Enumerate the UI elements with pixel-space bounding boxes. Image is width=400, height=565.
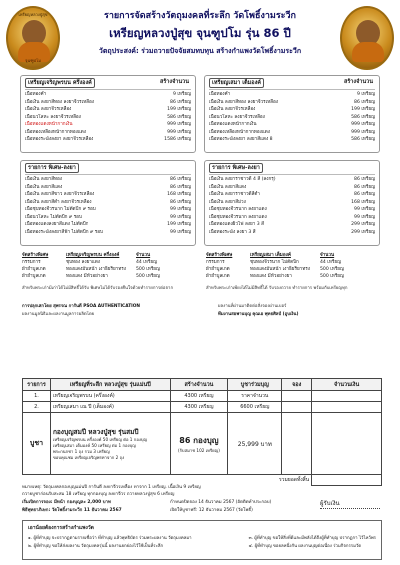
item-name: เนื้อทองเหลืองหน้ากากทองแดง — [209, 129, 271, 135]
item-qty: 86 เหรียญ — [170, 184, 191, 190]
item-qty: 999 เหรียญ — [351, 129, 375, 135]
set-cell: 500 เหรียญ — [320, 267, 344, 272]
footer-note: ๒. ผู้ที่ทำบุญ ขอให้ส่งผลงาน วัตถุมงคลรุ่นนี้ ผลงานยกย่องไว้ใช้เป็นที่ระลึก — [28, 544, 164, 549]
item-name: เนื้อเงิน ลงยาสีทอง — [25, 177, 63, 182]
list-item — [25, 229, 191, 237]
list-item — [25, 136, 191, 144]
small-note-right: สำหรับพระเก่าเพียงได้ไม่มีสิทธิ์ได้ รับรองถวาย ทำรายการ พร้อมกับเหรียญทุก — [206, 286, 348, 291]
col-header: สร้างจำนวน — [170, 379, 228, 391]
list-special-right — [204, 160, 380, 246]
list-half-body-coin — [20, 75, 196, 153]
footer-note: ๓. ผู้ที่ทำบุญ ขอให้สิ่งที่ดีและมีพลังได้ถึงผู้ที่ทำบุญ ปรากฏกา ไว้ไหว้พร — [248, 536, 376, 541]
item-name: เนื้อเงิน ลงยาราชาวดีสีดำ — [209, 192, 260, 197]
special-set-right — [206, 252, 350, 280]
medal-left-top-text: เหรียญหลวงปู่สุข — [18, 12, 48, 17]
item-qty: 586 เหรียญ — [351, 114, 375, 120]
list-item — [25, 221, 191, 229]
item-qty: 86 เหรียญ — [354, 99, 375, 105]
footer-note: ๑. ผู้ที่ทำบุญ จะปรากฏตามรายเชื่อว่า ที่ทำบุญ แล้วพุทธิบัตร ร่วมพระผลงาน วัตถุมงคลมา — [28, 536, 192, 541]
list-item — [209, 206, 375, 214]
list-item — [25, 176, 191, 184]
set-row — [206, 273, 350, 280]
set-cell: 500 เหรียญ — [136, 267, 160, 272]
item-qty: 99 เหรียญ — [170, 229, 191, 235]
condition-line: ถวายบูชาก่อนรับสะสม 18 เหรียญ ทุกกองบุญ ลงยาจีวร ถวายหลวงปู่สุข 6 เหรียญ — [22, 492, 175, 497]
item-qty: 86 เหรียญ — [170, 199, 191, 205]
set-cell: ผ้ายำบูลเกต — [206, 274, 230, 279]
set-cell: ผ้ายำบูลเกต — [22, 267, 46, 272]
list-item — [25, 214, 191, 222]
medal-left-bottom-text: จุนฑูปโม — [25, 58, 41, 63]
total-row: รวมยอดทั้งสิ้น — [23, 475, 382, 486]
item-qty: 99 เหรียญ — [170, 214, 191, 220]
table-row-package: บูชา กองบุญสมปี หลวงปู่สุข รุ่นสมปี เหรียญเจริญพรบน ครึ่งองค์ 50 เหรียญ ต่อ 1 กองบุญ เหรียญเสมา เต็มองค์ 50 เหรียญ ต่อ 1 กองบุญ พระกนกชา 1 ถุง รวม 3 เหรียญ ขอบคุณชม เหรียญเจริญพรทาจาก 2 ถุง 86 กองบุญ (รับสมาช 102 เหรียญ) 25,999 บาท — [23, 413, 382, 475]
item-name: เนื้อทองระฆังลงยา ลงยาจีวรเหลือง — [25, 137, 94, 142]
booking-open: เริ่มเปิดการจอง: มีหน้า กองบุญละ 2,000 บาท — [22, 500, 111, 505]
set-cell: 44 เหรียญ — [320, 260, 341, 265]
item-qty: 99 เหรียญ — [354, 214, 375, 220]
amount-cell[interactable] — [312, 413, 382, 475]
set-cell: 500 เหรียญ — [136, 274, 160, 279]
item-name: เนื้อนวโลหะ ลงยาจีวรเหลือง — [209, 114, 265, 120]
set-cell: ทองแดงมันหน้า เงาธิยริยาทรง — [66, 267, 126, 272]
list-title: รายการ พิเศษ-ลงยา — [209, 163, 263, 173]
col-header: จอง — [282, 379, 312, 391]
reserve-cell[interactable] — [282, 402, 312, 413]
set-row — [22, 259, 166, 266]
item-qty: 299 เหรียญ — [351, 222, 375, 227]
item-qty: 999 เหรียญ — [351, 122, 375, 127]
item-qty: 86 เหรียญ — [170, 177, 191, 182]
col-header: บูชาร่วมบุญ — [228, 379, 282, 391]
package-name: กองบุญสมปี หลวงปู่สุข รุ่นสมปี — [52, 427, 139, 436]
list-item — [209, 184, 375, 192]
special-set-left — [22, 252, 166, 280]
item-qty: 9 เหรียญ — [356, 92, 375, 97]
item-name: เนื้อเงิน ลงยาสีแดง — [25, 184, 63, 190]
item-name: เนื้อทองคำ — [209, 92, 231, 97]
list-item — [25, 106, 191, 114]
reserve-cell[interactable] — [282, 391, 312, 402]
col-header: เหรียญที่ระลึก หลวงปู่สุข รุ่นแม่นปี — [50, 379, 170, 391]
list-item — [209, 121, 375, 129]
list-item — [25, 129, 191, 137]
release-info: เปิดให้บูชาฟรี: 12 ธันวาคม 2567 (วัดโพธิ์) — [170, 508, 253, 513]
set-row — [206, 259, 350, 266]
list-full-body-coin — [204, 75, 380, 153]
contact-team: ทีมงานสอพานบุญ คุณเอ พุทธศิลป์ (ถูบเงิน) — [218, 312, 299, 317]
list-title: รายการ พิเศษ-ลงยา — [25, 163, 79, 173]
list-item — [209, 199, 375, 207]
footer-note: ๔. ผู้ที่ทำบุญ ขอยลหนึ่งกัน ผลงานบุญต่อเนื่อง ร่วมกิจกรรมวัด — [248, 544, 362, 549]
signature-line[interactable]: ผู้รับเงิน — [320, 498, 380, 509]
item-qty: 86 เหรียญ — [354, 192, 375, 197]
set-row — [22, 266, 166, 273]
set-cell: กรรมการ — [206, 260, 225, 265]
table-row: 1. เหรียญเจริญพรบน (ครึ่งองค์) 4300 เหรียญ ราคาจำนวน — [23, 391, 382, 402]
item-name: เนื้อทองระฆังลงยา ลงยาสีแดง 8 — [209, 137, 273, 142]
item-qty: 99 เหรียญ — [170, 207, 191, 212]
total-amount-cell[interactable] — [312, 475, 382, 486]
item-qty: 1586 เหรียญ — [164, 137, 191, 142]
ceremony-info: พิธีพุทธาภิเษก: วัดโพธิ์งามระวีก 11 ธันวาคม 2567 — [22, 508, 122, 513]
small-note-left: สำหรับพระเก่ามีเก่าได้ไม่มีสิทธิ์ได้รับ พิเศษไม่ได้รับรองคืนใจด้วยทำรายการต่อจาก — [22, 286, 174, 291]
list-item — [209, 114, 375, 122]
item-qty: 199 เหรียญ — [167, 222, 191, 227]
col-header: จำนวนเงิน — [312, 379, 382, 391]
list-item — [209, 129, 375, 137]
item-name: เนื้อเงิน ลงยาสีม่วง — [209, 199, 246, 205]
table-header-row — [23, 379, 382, 391]
item-qty: 168 เหรียญ — [351, 199, 375, 205]
table-row: 2. เหรียญเสมา เณ ปี (เต็มองค์) 4300 เหรียญ 6600 เหรียญ — [23, 402, 382, 413]
set-row — [206, 266, 350, 273]
item-name: เนื้อเงิน ลงยาสีดำ ลงยาจีวรเหลือง — [25, 199, 92, 205]
item-qty: 199 เหรียญ — [351, 107, 375, 112]
item-qty: 199 เหรียญ — [167, 107, 191, 112]
set-cell: ทองแดง มีหัวอย่างยา — [250, 274, 292, 279]
contact-info: ผลงานที่ผ่านมาติดต่อสั่งจองผ่านเบอร์ — [218, 304, 287, 309]
set-cell: ทองแดงมันหน้า เงาธิยริยาทรง — [250, 267, 310, 272]
count-label: สร้างจำนวน — [159, 79, 189, 85]
item-name: เนื้อนวโลหะ ลงยาจีวรเหลือง — [25, 114, 81, 120]
item-qty: 586 เหรียญ — [167, 114, 191, 120]
purpose-subtitle: วัตถุประสงค์: ร่วมถวายปัจจัยสมทบทุน สร้างกำแพงวัดโพธิ์งามระวีก — [98, 47, 302, 55]
list-item — [25, 99, 191, 107]
item-qty: 586 เหรียญ — [351, 137, 375, 142]
list-item — [209, 221, 375, 229]
list-item — [209, 214, 375, 222]
list-title: เหรียญเจริญพรบน ครึ่งองค์ — [25, 78, 95, 88]
set-cell: ทองแดง มีหัวอย่างยา — [66, 274, 108, 279]
item-name: เนื้อชุบทองจีวรนาก ลงยาแดง — [209, 207, 267, 212]
booking-close: กำหนดปิดจอง 14 ธันวาคม 2567 (อัตติดทำประกอบ) — [170, 500, 272, 505]
set-header: จัดสร้างพิเศษ เหรียญเจริญพรบน ครึ่งองค์ จำนวน — [22, 253, 151, 258]
item-name: เนื้อทองแดงผิวไฟ ลงยา 3 สี — [209, 222, 264, 227]
item-qty: 9 เหรียญ — [172, 92, 191, 97]
item-name: เนื้อทองแดงลงยาสีแดง ไม่ตัดปีก — [25, 222, 89, 227]
list-title: เหรียญเสมา เต็มองค์ — [209, 78, 264, 88]
item-name: เนื้อเงิน ลงยาสีแดง — [209, 184, 247, 190]
list-item — [25, 91, 191, 99]
item-name: เนื้อชุบทองจีวรนาก ลงยาแดง — [209, 214, 267, 220]
item-qty: 86 เหรียญ — [354, 184, 375, 190]
list-item — [209, 99, 375, 107]
item-name: เนื้อทองคำ — [25, 92, 47, 97]
list-item — [209, 229, 375, 237]
monk-robe-icon — [352, 42, 384, 62]
condition-line: หมายเหตุ: วัตถุมงคลกองบุญแม่นปี การันตี ลงยาจีวรเหลือง ทาจาก 1 เหรียญ. เนื้อเงิน 9 เหรียญ — [22, 485, 201, 490]
item-name: เนื้อเงิน ลงยาราชาวดี 4 สี (ลงกรุ) — [209, 177, 276, 182]
set-cell: ผ้ายำบูลเกต — [206, 267, 230, 272]
item-name: เนื้อเงิน ลงยาสีขาว ลงยาจีวรเหลือง — [25, 192, 95, 197]
set-cell: กรรมการ — [22, 260, 41, 265]
item-name: เนื้อทองแดงหน้ากากเงิน — [25, 122, 73, 127]
item-name: เนื้อทองระฆังลงยาสีฟ้า ไม่ตัดปีก ๙ รอบ — [25, 229, 103, 235]
list-item — [25, 114, 191, 122]
set-cell: ผ้ายำบูลเกต — [22, 274, 46, 279]
col-header: รายการ — [23, 379, 51, 391]
list-item — [25, 184, 191, 192]
footer-title: เอาน้อยต้องการสร้างกำแพงวัด — [28, 525, 94, 531]
set-cell: ชุบทอง ลงยาแดง — [66, 260, 101, 265]
ritual-info: การปลุกเสกโดย สุพรรณ การันตี PSOA AUTHENTICATION — [22, 304, 140, 309]
item-qty: 168 เหรียญ — [167, 192, 191, 197]
item-qty: 99 เหรียญ — [354, 207, 375, 212]
set-row — [22, 273, 166, 280]
item-name: เนื้อเงิน ลงยาสีทอง ลงยาจีวรเหลือง — [25, 99, 94, 105]
item-qty: 999 เหรียญ — [167, 122, 191, 127]
item-qty: 86 เหรียญ — [354, 177, 375, 182]
order-table — [22, 378, 382, 486]
item-name: เนื้อเงิน ลงยาจีวรเหลือง — [25, 107, 72, 112]
list-item — [25, 121, 191, 129]
list-special-left — [20, 160, 196, 246]
item-name: เนื้อทองเหลืองหน้ากากทองแดง — [25, 129, 87, 135]
package-price: 25,999 บาท — [228, 413, 282, 475]
package-count: 86 กองบุญ — [179, 435, 219, 445]
footer-box — [22, 520, 382, 560]
item-name: เนื้อนวโลหะ ไม่ตัดปีก ๙ รอบ — [25, 214, 82, 220]
set-cell: 44 เหรียญ — [136, 260, 157, 265]
list-item — [25, 199, 191, 207]
item-qty: 299 เหรียญ — [351, 229, 375, 235]
list-item — [25, 191, 191, 199]
ritual-info-2: ผลงานมูลนิธิและผลงานมูลการผลิตโดย — [22, 312, 95, 317]
count-label: สร้างจำนวน — [343, 79, 373, 85]
item-qty: 999 เหรียญ — [167, 129, 191, 135]
list-item — [209, 91, 375, 99]
set-cell: 500 เหรียญ — [320, 274, 344, 279]
item-name: เนื้อเงิน ลงยาจีวรเหลือง — [209, 107, 256, 112]
list-item — [209, 176, 375, 184]
page-title: รายการจัดสร้างวัตถุมงคลที่ระลึก วัดโพธิ์งามระวีก — [103, 11, 296, 21]
set-cell: ชุบทองจีวรนาก ไม่ตัดปีก — [250, 260, 299, 265]
item-name: เนื้อทองระฆัง ลงยา 3 สี — [209, 229, 256, 235]
item-name: เนื้อทองแดงหน้ากากเงิน — [209, 122, 257, 127]
reserve-cell[interactable] — [282, 413, 312, 475]
item-name: เนื้อชุบทองจีวรนาก ไม่ตัดปีก ๙ รอบ — [25, 207, 96, 212]
main-heading: เหรียญหลวงปู่สุข จุนฑูปโม รุ่น 86 ปี — [109, 26, 291, 40]
item-name: เนื้อเงิน ลงยาสีทอง ลงยาจีวรเหลือง — [209, 99, 278, 105]
list-item — [209, 136, 375, 144]
item-qty: 86 เหรียญ — [170, 99, 191, 105]
medal-image-left — [6, 6, 60, 70]
amount-cell[interactable] — [312, 391, 382, 402]
list-item — [25, 206, 191, 214]
list-item — [209, 191, 375, 199]
amount-cell[interactable] — [312, 402, 382, 413]
list-item — [209, 106, 375, 114]
medal-image-right — [340, 6, 394, 70]
set-header: จัดสร้างพิเศษ เหรียญเสมา เต็มองค์ จำนวน — [206, 253, 335, 258]
